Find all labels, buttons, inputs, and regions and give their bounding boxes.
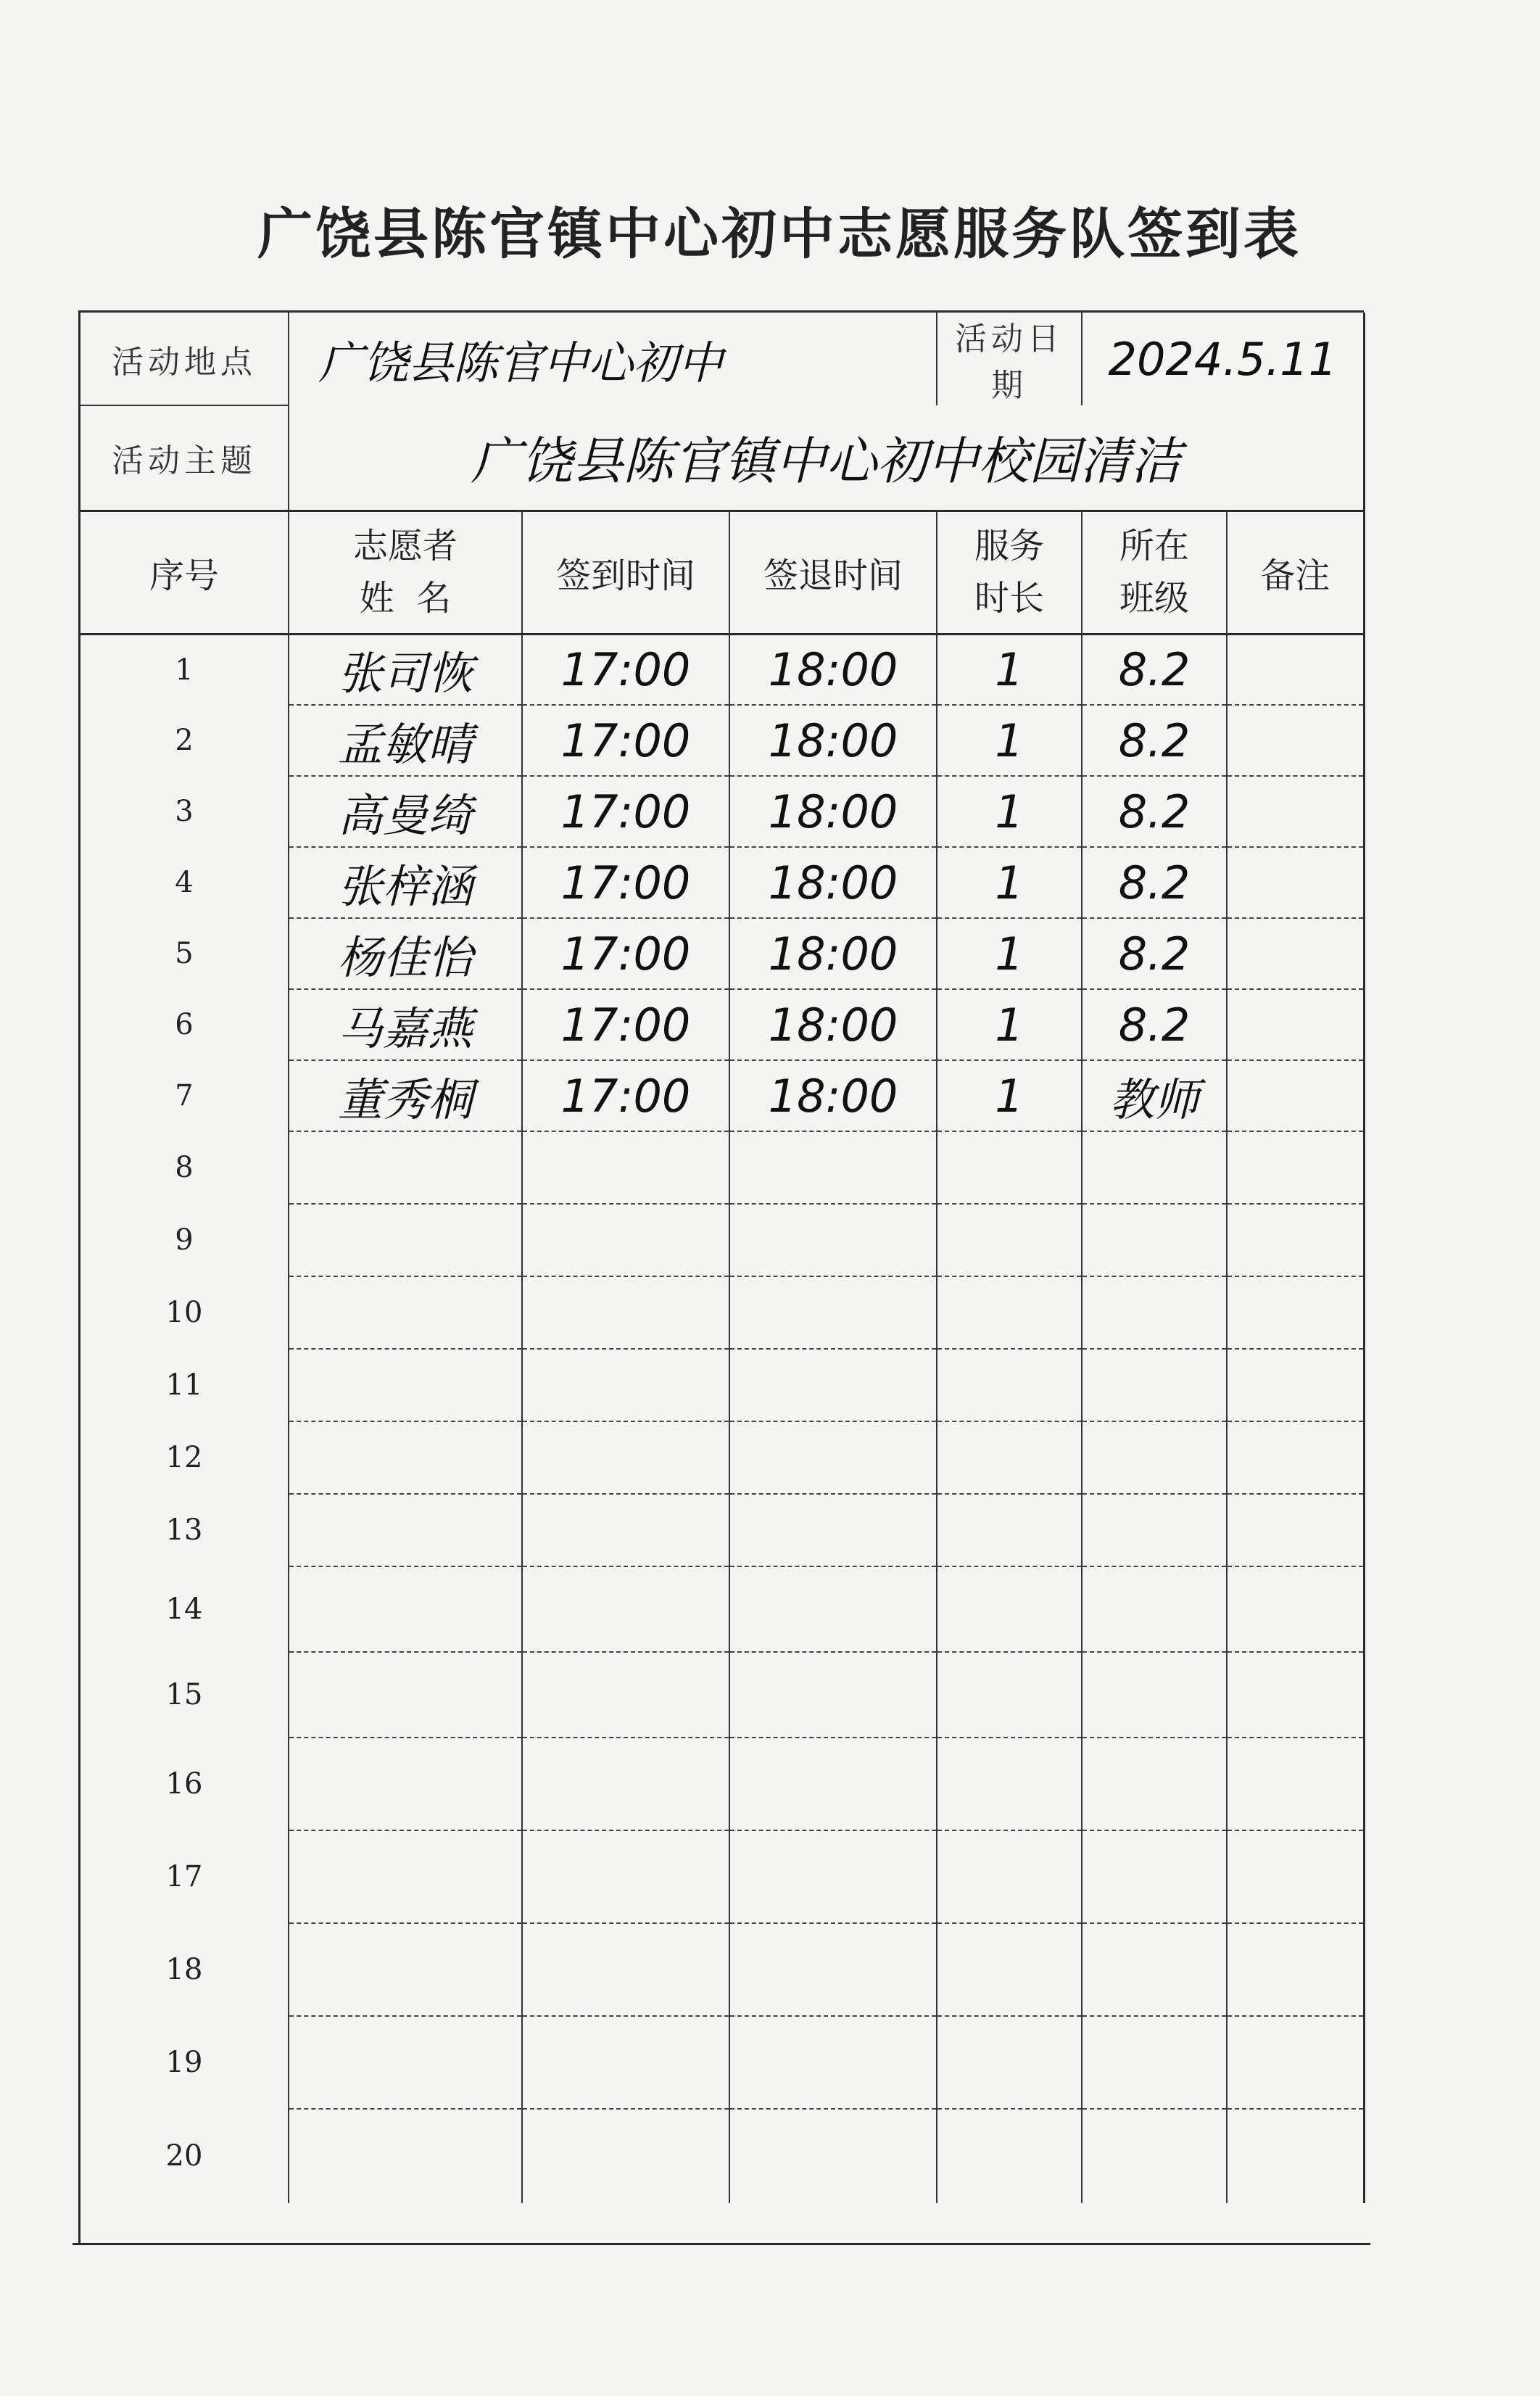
header-duration-line2: 时长 [974,578,1045,619]
row-note [1227,1276,1364,1349]
row-note [1227,1349,1364,1421]
row-duration [937,2016,1082,2109]
row-duration: 1 [937,847,1082,918]
row-class: 8.2 [1082,847,1227,918]
table-row [80,1204,1364,1276]
table-row [80,1276,1364,1349]
row-duration: 1 [937,705,1082,776]
row-checkout: 18:00 [729,705,937,776]
row-class [1082,1349,1227,1421]
table-row [80,918,1364,989]
row-duration: 1 [937,1060,1082,1131]
row-name [289,1131,522,1204]
sign-in-table [78,310,1364,2245]
table-row [80,2109,1364,2203]
row-duration [937,1131,1082,1204]
row-checkin: 17:00 [522,989,729,1060]
row-note [1227,1060,1364,1131]
row-checkout [729,1738,937,1830]
row-class [1082,1566,1227,1652]
row-seq: 14 [80,1566,289,1652]
header-class-line1: 所在 [1119,526,1190,566]
row-seq: 16 [80,1738,289,1830]
row-duration: 1 [937,776,1082,847]
row-checkout [729,2016,937,2109]
header-name [289,511,522,634]
header-row [80,511,1364,634]
table-row [80,1131,1364,1204]
row-note [1227,918,1364,989]
row-duration [937,1923,1082,2016]
row-class [1082,1652,1227,1738]
row-note [1227,1923,1364,2016]
row-checkin [522,1131,729,1204]
row-class [1082,1830,1227,1923]
row-checkin [522,1349,729,1421]
date-value: 2024.5.11 [1082,313,1364,405]
row-checkout [729,1830,937,1923]
row-name: 孟敏晴 [289,705,522,776]
row-class [1082,1923,1227,2016]
row-note [1227,1131,1364,1204]
table-row [80,1738,1364,1830]
row-name: 张司恢 [289,634,522,705]
row-checkout [729,1276,937,1349]
row-checkin: 17:00 [522,847,729,918]
header-checkin: 签到时间 [522,511,729,634]
row-duration [937,1652,1082,1738]
row-name [289,2016,522,2109]
row-note [1227,705,1364,776]
row-name: 杨佳怡 [289,918,522,989]
table-row [80,1652,1364,1738]
page-title: 广饶县陈官镇中心初中志愿服务队签到表 [257,202,1301,266]
row-checkout [729,1131,937,1204]
header-name-line1: 志愿者 [352,526,458,566]
row-name [289,1566,522,1652]
header-checkout: 签退时间 [729,511,937,634]
row-class: 8.2 [1082,989,1227,1060]
row-class: 教师 [1082,1060,1227,1131]
row-duration [937,1738,1082,1830]
row-checkout [729,1421,937,1494]
row-seq: 12 [80,1421,289,1494]
row-class [1082,1276,1227,1349]
row-note [1227,989,1364,1060]
theme-label: 活动主题 [80,405,289,511]
row-duration: 1 [937,634,1082,705]
row-class: 8.2 [1082,776,1227,847]
row-checkout [729,2109,937,2203]
row-checkout [729,1494,937,1566]
row-class: 8.2 [1082,634,1227,705]
table-row [80,1349,1364,1421]
table-row [80,847,1364,918]
row-checkin: 17:00 [522,776,729,847]
row-checkout [729,1349,937,1421]
row-seq: 7 [80,1060,289,1131]
row-checkout [729,1652,937,1738]
row-note [1227,1738,1364,1830]
header-duration [937,511,1082,634]
table-row [80,634,1364,705]
row-checkin: 17:00 [522,1060,729,1131]
row-name [289,1204,522,1276]
header-name-line2: 姓 名 [359,578,452,619]
row-checkin: 17:00 [522,918,729,989]
info-row-location [80,313,1364,405]
row-checkin [522,2109,729,2203]
row-name [289,1276,522,1349]
row-duration [937,1349,1082,1421]
row-seq: 1 [80,634,289,705]
date-label: 活动日期 [937,313,1082,405]
theme-value: 广饶县陈官镇中心初中校园清洁 [289,405,1364,511]
row-seq: 15 [80,1652,289,1738]
row-checkout: 18:00 [729,918,937,989]
row-checkin: 17:00 [522,705,729,776]
table-row [80,776,1364,847]
row-duration [937,1494,1082,1566]
row-note [1227,1204,1364,1276]
row-note [1227,1652,1364,1738]
row-name [289,2109,522,2203]
row-checkin [522,1738,729,1830]
header-class-line2: 班级 [1119,578,1190,619]
row-checkout [729,1566,937,1652]
row-duration [937,1830,1082,1923]
row-name [289,1830,522,1923]
row-class: 8.2 [1082,705,1227,776]
header-seq: 序号 [80,511,289,634]
row-seq: 8 [80,1131,289,1204]
row-note [1227,1494,1364,1566]
row-seq: 9 [80,1204,289,1276]
row-checkin [522,1652,729,1738]
row-name [289,1421,522,1494]
row-class [1082,2016,1227,2109]
table-row [80,1421,1364,1494]
row-seq: 4 [80,847,289,918]
row-duration: 1 [937,989,1082,1060]
location-label: 活动地点 [80,313,289,405]
row-checkin: 17:00 [522,634,729,705]
location-value: 广饶县陈官中心初中 [289,313,937,405]
row-seq: 6 [80,989,289,1060]
row-seq: 17 [80,1830,289,1923]
row-checkin [522,1830,729,1923]
row-class [1082,1494,1227,1566]
row-name: 董秀桐 [289,1060,522,1131]
row-name [289,1923,522,2016]
row-note [1227,1830,1364,1923]
row-checkout [729,1204,937,1276]
table-row [80,1830,1364,1923]
row-name [289,1652,522,1738]
row-seq: 19 [80,2016,289,2109]
row-name: 高曼绮 [289,776,522,847]
row-checkin [522,1923,729,2016]
row-duration [937,1421,1082,1494]
row-note [1227,776,1364,847]
row-name [289,1494,522,1566]
table-row [80,705,1364,776]
row-checkout: 18:00 [729,1060,937,1131]
table-row [80,989,1364,1060]
header-class [1082,511,1227,634]
row-class [1082,1131,1227,1204]
row-note [1227,2109,1364,2203]
header-note: 备注 [1227,511,1364,634]
row-checkout: 18:00 [729,776,937,847]
row-checkout [729,1923,937,2016]
row-class: 8.2 [1082,918,1227,989]
row-note [1227,634,1364,705]
table-row [80,2016,1364,2109]
table-row [80,1060,1364,1131]
header-duration-line1: 服务 [974,526,1045,566]
row-note [1227,2016,1364,2109]
row-seq: 13 [80,1494,289,1566]
row-checkin [522,1276,729,1349]
row-duration [937,1204,1082,1276]
row-checkin [522,1566,729,1652]
row-name: 张梓涵 [289,847,522,918]
row-name [289,1349,522,1421]
row-seq: 20 [80,2109,289,2203]
row-note [1227,847,1364,918]
table-row [80,1494,1364,1566]
row-duration [937,1566,1082,1652]
row-class [1082,1738,1227,1830]
row-name [289,1738,522,1830]
row-class [1082,1204,1227,1276]
row-duration: 1 [937,918,1082,989]
row-checkout: 18:00 [729,634,937,705]
row-seq: 18 [80,1923,289,2016]
table-row [80,1566,1364,1652]
row-name: 马嘉燕 [289,989,522,1060]
row-seq: 10 [80,1276,289,1349]
row-seq: 2 [80,705,289,776]
row-class [1082,1421,1227,1494]
row-checkin [522,2016,729,2109]
row-checkin [522,1494,729,1566]
row-checkin [522,1204,729,1276]
row-checkout: 18:00 [729,847,937,918]
table-bottom-border [73,2243,1370,2245]
row-seq: 3 [80,776,289,847]
row-seq: 11 [80,1349,289,1421]
table-row [80,1923,1364,2016]
row-duration [937,1276,1082,1349]
row-class [1082,2109,1227,2203]
row-checkout: 18:00 [729,989,937,1060]
row-checkin [522,1421,729,1494]
info-row-theme [80,405,1364,511]
row-note [1227,1566,1364,1652]
row-duration [937,2109,1082,2203]
row-seq: 5 [80,918,289,989]
row-note [1227,1421,1364,1494]
